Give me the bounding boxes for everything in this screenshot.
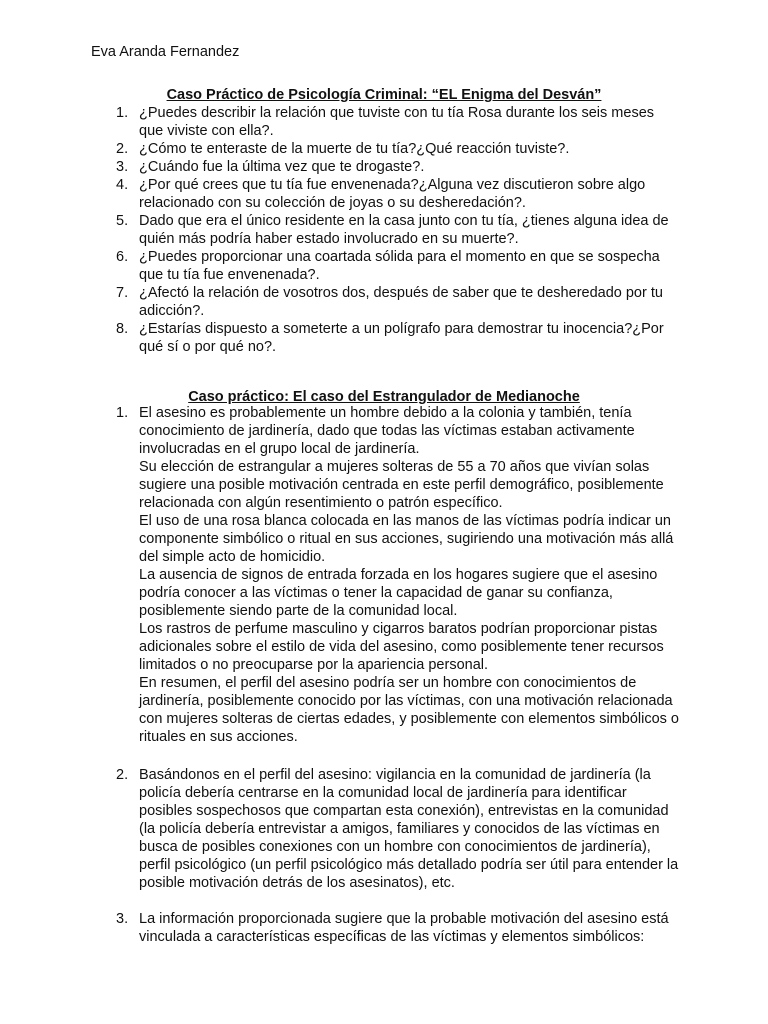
item-text: ¿Puedes describir la relación que tuviste con tu tía Rosa durante los seis meses que viviste con ella?. [139,105,655,139]
item-number: 2. [116,767,129,783]
item-number: 1. [116,405,129,421]
list-item [110,248,680,284]
item-text: ¿Estarías dispuesto a someterte a un polígrafo para demostrar tu inocencia?¿Por qué sí o por qué no?. [139,321,664,355]
question-list [110,104,680,356]
list-item [110,320,680,356]
answer-paragraph: Basándonos en el perfil del asesino: vigilancia en la comunidad de jardinería (la policía debería centrarse en la comunidad local de jardinería para identificar posibles sospechosos que compartan esta conexión), entrevistas en la comunidad (la policía debería entrevistar a amigos, familiares y conocidos de las víctimas en busca de posibles conexiones con un hombre con conocimientos de jardinería), perfil psicológico (un perfil psicológico más detallado podría ser útil para entender la posible motivación detrás de los asesinatos), etc. [139,767,679,891]
item-text: ¿Cuándo fue la última vez que te drogaste?. [139,159,425,175]
author-name: Eva Aranda Fernandez [91,44,240,60]
item-number: 2. [116,141,129,157]
answer-paragraph: Su elección de estrangular a mujeres solteras de 55 a 70 años que vivían solas sugiere una posible motivación centrada en este perfil demográfico, posiblemente relacionada con algún resentimiento o patrón específico. [139,459,664,511]
section2-title: Caso práctico: El caso del Estrangulador de Medianoche [188,389,580,405]
list-item [110,176,680,212]
item-text: ¿Por qué crees que tu tía fue envenenada?¿Alguna vez discutieron sobre algo relacionado con su colección de joyas o su desheredación?. [139,177,646,211]
list-item [110,212,680,248]
list-item [110,284,680,320]
section1-title: Caso Práctico de Psicología Criminal: “EL Enigma del Desván” [166,87,602,103]
item-text: ¿Afectó la relación de vosotros dos, después de saber que te desheredado por tu adicción?. [139,285,663,319]
item-number: 1. [116,105,129,121]
list-item [110,910,680,946]
item-number: 7. [116,285,129,301]
list-item [110,766,680,892]
item-number: 3. [116,911,129,927]
item-number: 5. [116,213,129,229]
answer-list [110,404,680,946]
answer-paragraph: La información proporcionada sugiere que la probable motivación del asesino está vinculada a características específicas de las víctimas y elementos simbólicos: [139,911,669,945]
item-number: 3. [116,159,129,175]
answer-paragraph: La ausencia de signos de entrada forzada en los hogares sugiere que el asesino podría conocer a las víctimas o tener la capacidad de ganar su confianza, posiblemente siendo parte de la comunidad local. [139,567,658,619]
answer-paragraph: En resumen, el perfil del asesino podría ser un hombre con conocimientos de jardinería, posiblemente conocido por las víctimas, con una motivación relacionada con mujeres solteras de ciertas edades, y posiblemente con elementos simbólicos o rituales en sus acciones. [139,675,679,745]
item-text: Dado que era el único residente en la casa junto con tu tía, ¿tienes alguna idea de quién más podría haber estado involucrado en su muerte?. [139,213,669,247]
list-item [110,404,680,746]
item-text: ¿Puedes proporcionar una coartada sólida para el momento en que se sospecha que tu tía fue envenenada?. [139,249,660,283]
list-item [110,140,680,158]
answer-paragraph: El uso de una rosa blanca colocada en las manos de las víctimas podría indicar un componente simbólico o ritual en sus acciones, sugiriendo una motivación más allá del simple acto de homicidio. [139,513,674,565]
item-number: 8. [116,321,129,337]
item-number: 4. [116,177,129,193]
answer-paragraph: Los rastros de perfume masculino y cigarros baratos podrían proporcionar pistas adicionales sobre el estilo de vida del asesino, como posiblemente tener recursos limitados o no preocuparse por la apariencia personal. [139,621,664,673]
item-text: ¿Cómo te enteraste de la muerte de tu tía?¿Qué reacción tuviste?. [139,141,570,157]
list-item [110,158,680,176]
item-number: 6. [116,249,129,265]
answer-paragraph: El asesino es probablemente un hombre debido a la colonia y también, tenía conocimiento de jardinería, dado que todas las víctimas estaban activamente involucradas en el grupo local de jardinería. [139,405,635,457]
list-item [110,104,680,140]
